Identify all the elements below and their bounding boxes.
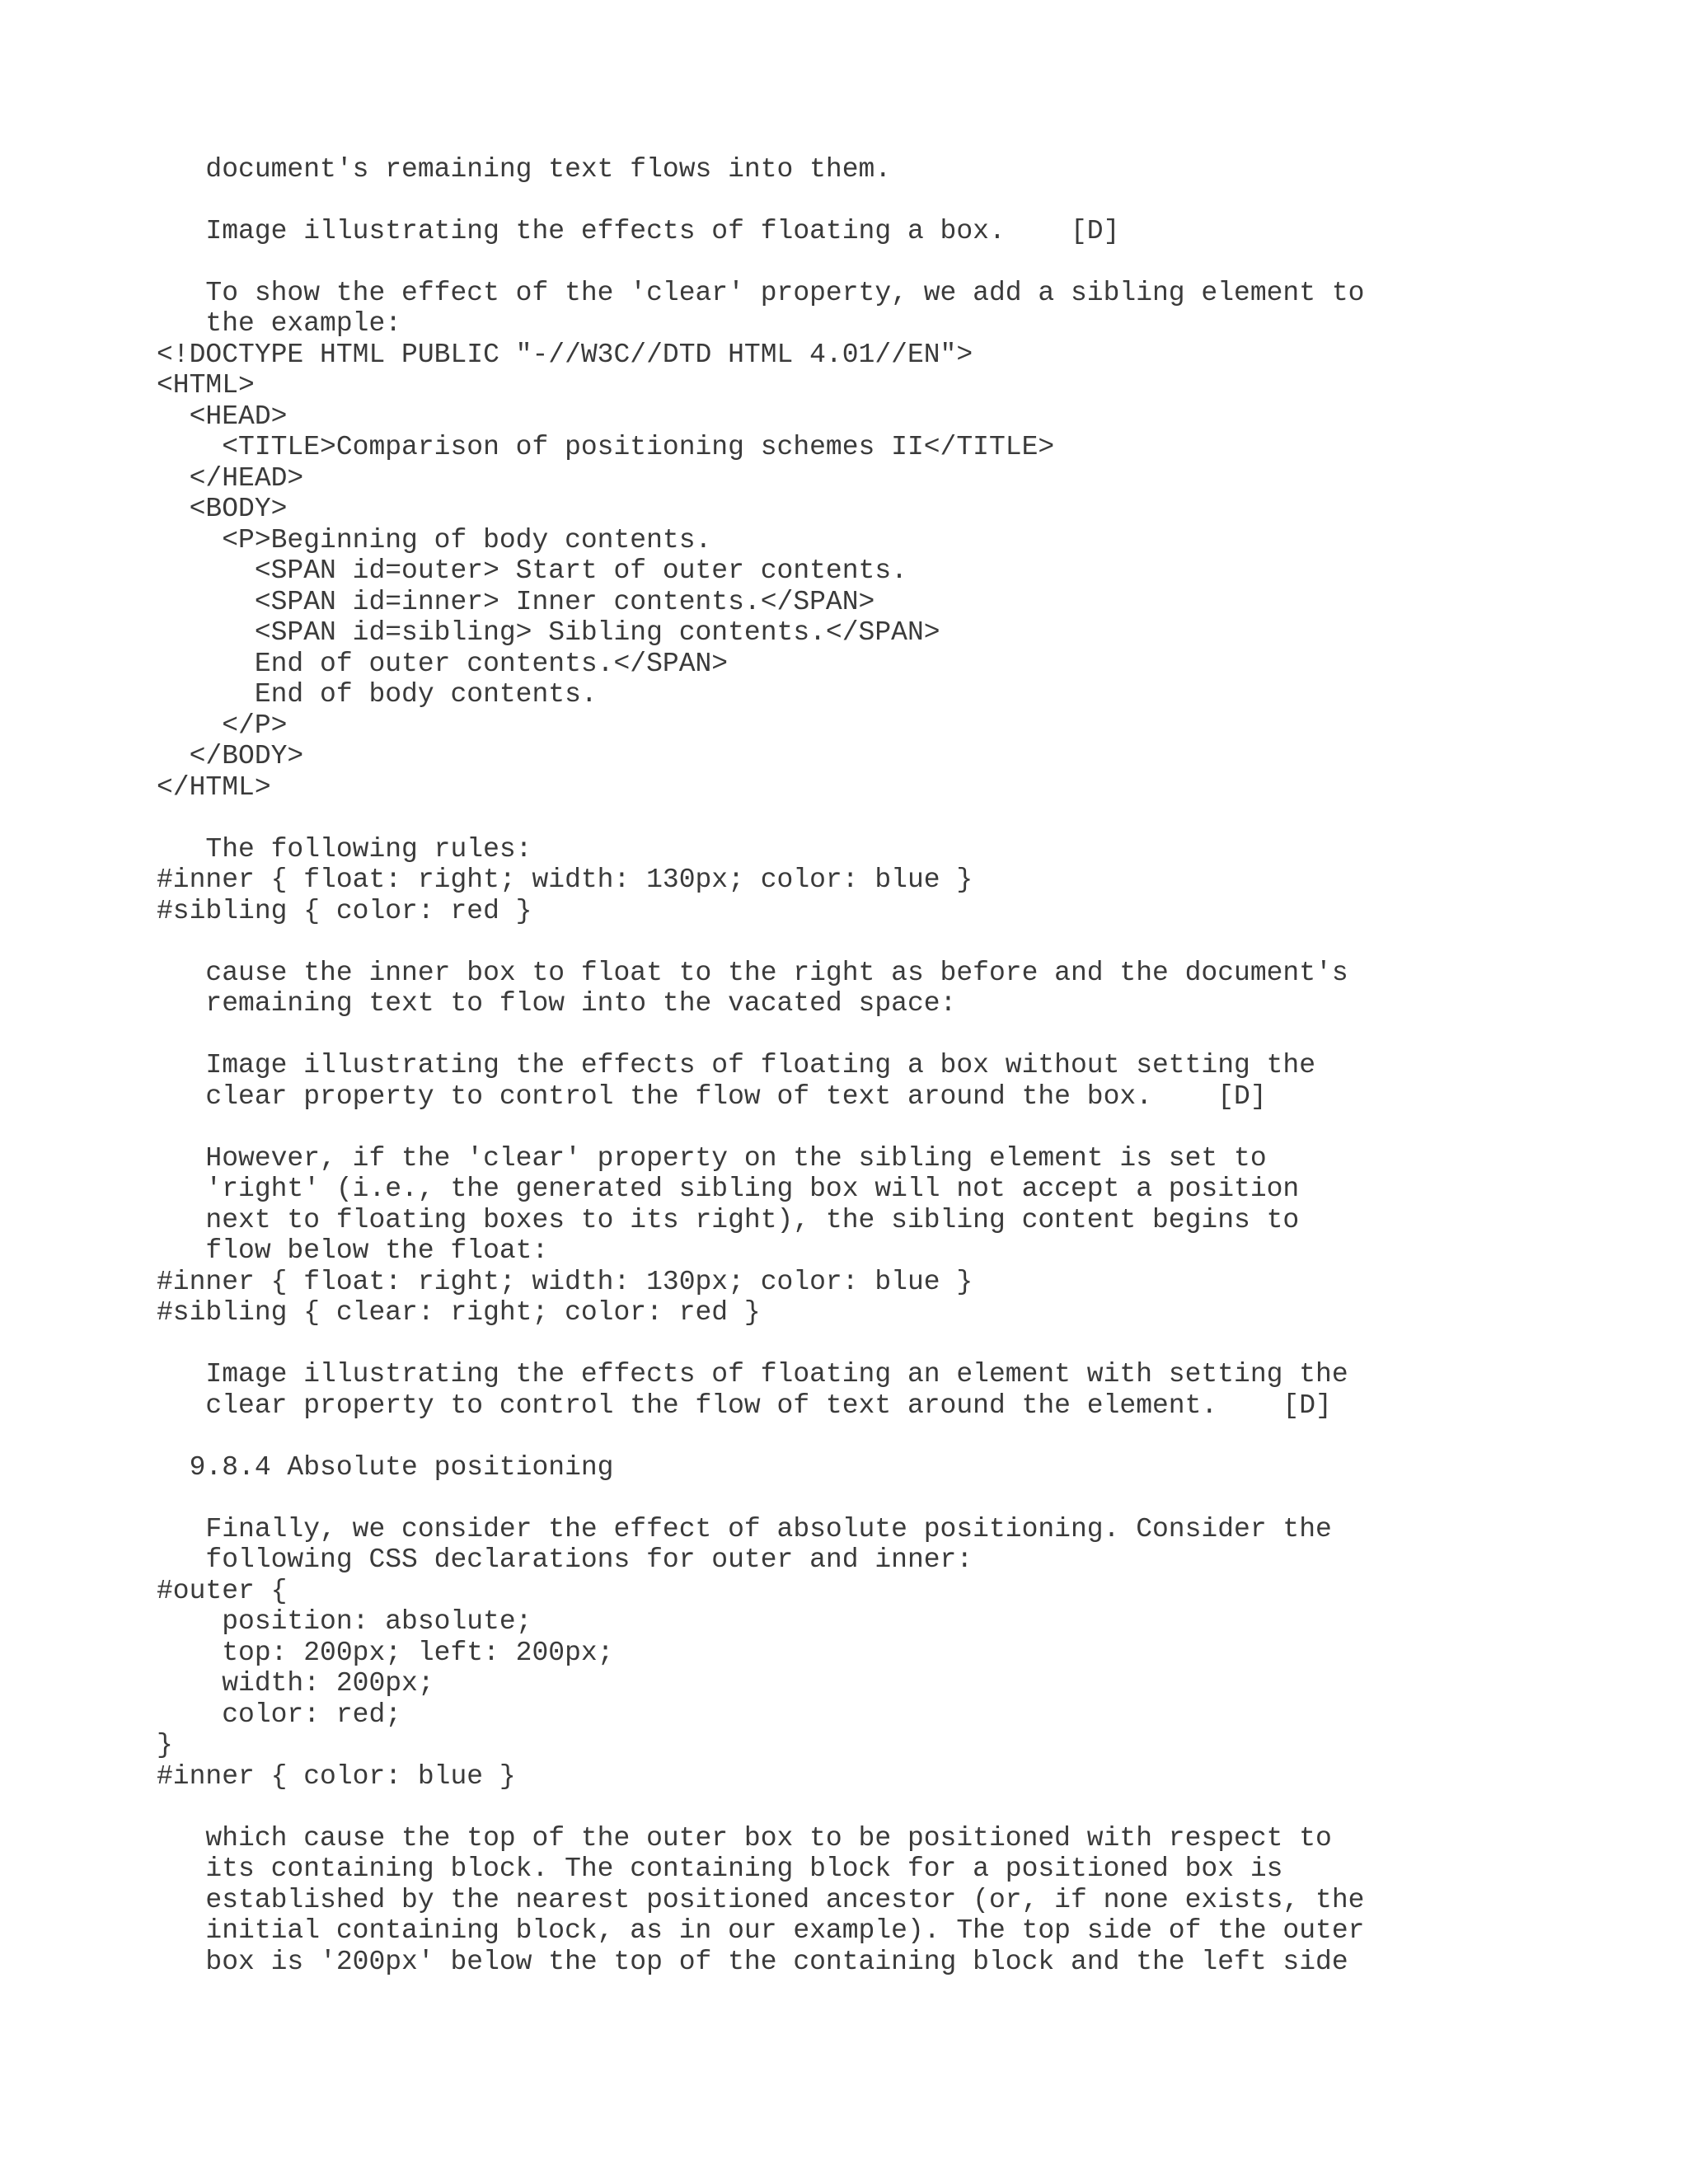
code-line: End of body contents. [157, 679, 598, 710]
code-line: <HTML> [157, 370, 255, 401]
code-line: width: 200px; [157, 1668, 434, 1699]
text-line: document's remaining text flows into them. [157, 154, 892, 185]
code-line: #sibling { clear: right; color: red } [157, 1297, 761, 1328]
code-line: </HEAD> [157, 463, 304, 494]
text-line: Finally, we consider the effect of absolute positioning. Consider the [157, 1514, 1332, 1544]
code-line: </BODY> [157, 741, 304, 771]
code-line: <HEAD> [157, 401, 288, 432]
text-line: established by the nearest positioned ancestor (or, if none exists, the [157, 1885, 1365, 1915]
code-line: <SPAN id=outer> Start of outer contents. [157, 555, 907, 586]
text-line: To show the effect of the 'clear' property, we add a sibling element to [157, 278, 1365, 308]
code-line: </HTML> [157, 772, 271, 803]
code-line: <SPAN id=inner> Inner contents.</SPAN> [157, 587, 875, 617]
code-line: <BODY> [157, 494, 288, 524]
text-line: box is '200px' below the top of the containing block and the left side [157, 1947, 1348, 1977]
code-line: #inner { float: right; width: 130px; color: blue } [157, 1267, 973, 1297]
text-line: which cause the top of the outer box to be positioned with respect to [157, 1823, 1332, 1854]
code-line: color: red; [157, 1699, 402, 1730]
code-line: End of outer contents.</SPAN> [157, 649, 729, 679]
code-line: #outer { [157, 1576, 288, 1606]
section-heading: 9.8.4 Absolute positioning [157, 1452, 614, 1483]
code-line: #sibling { color: red } [157, 896, 532, 926]
text-line: following CSS declarations for outer and inner: [157, 1544, 973, 1575]
code-line: <P>Beginning of body contents. [157, 525, 712, 555]
text-line: The following rules: [157, 834, 532, 865]
image-placeholder-caption: clear property to control the flow of text around the box. [D] [157, 1081, 1267, 1112]
text-line: initial containing block, as in our example). The top side of the outer [157, 1915, 1365, 1946]
code-line: <!DOCTYPE HTML PUBLIC "-//W3C//DTD HTML 4.01//EN"> [157, 340, 973, 370]
image-placeholder-caption: Image illustrating the effects of floating a box. [D] [157, 216, 1120, 246]
text-line: remaining text to flow into the vacated space: [157, 988, 957, 1019]
code-line: #inner { float: right; width: 130px; color: blue } [157, 865, 973, 895]
text-line: 'right' (i.e., the generated sibling box will not accept a position [157, 1174, 1300, 1204]
text-line: its containing block. The containing block for a positioned box is [157, 1854, 1283, 1884]
text-line: next to floating boxes to its right), the sibling content begins to [157, 1205, 1300, 1235]
code-line: #inner { color: blue } [157, 1761, 516, 1792]
code-line: position: absolute; [157, 1606, 532, 1637]
text-line: However, if the 'clear' property on the sibling element is set to [157, 1143, 1267, 1174]
code-line: </P> [157, 710, 288, 741]
text-line: the example: [157, 308, 402, 339]
code-line: } [157, 1730, 173, 1760]
code-line: top: 200px; left: 200px; [157, 1638, 614, 1668]
image-placeholder-caption: Image illustrating the effects of floating an element with setting the [157, 1359, 1348, 1390]
text-line: cause the inner box to float to the right as before and the document's [157, 958, 1348, 988]
code-line: <TITLE>Comparison of positioning schemes II</TITLE> [157, 432, 1055, 462]
image-placeholder-caption: clear property to control the flow of text around the element. [D] [157, 1390, 1332, 1421]
code-line: <SPAN id=sibling> Sibling contents.</SPAN> [157, 617, 940, 648]
text-line: flow below the float: [157, 1235, 549, 1266]
image-placeholder-caption: Image illustrating the effects of floating a box without setting the [157, 1050, 1316, 1080]
